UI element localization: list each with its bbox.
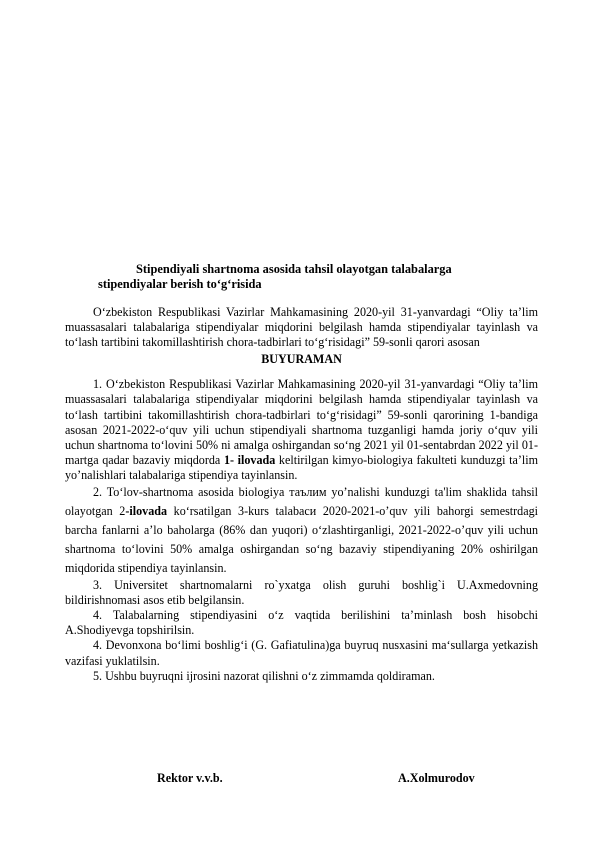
decree-item-3: 3. Universitet shartnomalarni ro`yxatga olish guruhi boshlig`i U.Axmedovning bildirishnomasi asos etib belgilansin.: [65, 578, 538, 608]
item-1-bold: 1- ilovada: [223, 452, 276, 467]
item-1-text-b: keltirilgan kimyo-biologiya fakulteti kunduzgi ta’lim yo’nalishlari talabalariga stipendiya tayinlansin.: [65, 452, 538, 482]
item-2-bold: -ilovada: [125, 504, 168, 519]
decree-item-4b: 4. Devonxona bo‘limi boshlig‘i (G. Gafiatulina)ga buyruq nusxasini ma‘sullarga yetkazish vazifasi yuklatilsin.: [65, 638, 538, 668]
title-line-2: stipendiyalar berish to‘g‘risida: [98, 277, 262, 291]
item-2-text-a: 2. To‘lov-shartnoma asosida biologiya таълим yo’nalishi kunduzgi ta'lim shaklida tahsil olayotgan 2: [65, 485, 538, 519]
decree-item-5: 5. Ushbu buyruqni ijrosini nazorat qilishni o‘z zimmamda qoldiraman.: [93, 668, 435, 683]
preamble-paragraph: O‘zbekiston Respublikasi Vazirlar Mahkamasining 2020-yil 31-yanvardagi “Oliy ta’lim muassasalari talabalariga stipendiyalar miqdorini belgilash hamda stipendiyalar tayinlash va to‘lash tartibini takomillashtirish chora-tadbirlari to‘g‘risidagi” 59-sonli qarori asosan: [65, 305, 538, 350]
document-body: [65, 305, 538, 684]
item-2-text-b: ko‘rsatilgan 3-kurs talabаси 2020-2021-o’quv yili bahorgi semestrdagi barcha fanlarni a’lo baholarga (86% dan yuqori) o‘zlashtirganligi, 2021-2022-o’quv yili uchun shartnoma to‘lovini 50% amalga oshirgandan so‘ng bazaviy stipendiyaning 20% oshirilgan miqdorida stipendiya tayinlansin.: [65, 504, 538, 576]
signatory-position: Rektor v.v.b.: [157, 771, 223, 785]
item-1-text-a: 1. O‘zbekiston Respublikasi Vazirlar Mahkamasining 2020-yil 31-yanvardagi “Oliy ta’lim muassasalari talabalariga stipendiyalar miqdorini belgilash hamda stipendiyalar tayinlash va to‘lash tartibini takomillashtirish chora-tadbirlari to‘g‘risidagi” 59-sonli qarorining 1-bandiga asosan 2021-2022-o‘quv yili uchun stipendiyali shartnoma tuzganligi hamda joriy o‘quv yili uchun shartnoma to‘lovini 50% ni amalga oshirgandan so‘ng 2021 yil 01-sentabrdan 2022 yil 01-martga qadar bazaviy miqdorda: [65, 377, 538, 467]
decree-item-1: [65, 377, 538, 483]
signatory-name: A.Xolmurodov: [398, 771, 475, 785]
decree-item-4a: 4. Talabalarning stipendiyasini o‘z vaqtida berilishini ta’minlash bosh hisobchi A.Shodiyevga topshirilsin.: [65, 608, 538, 638]
decree-item-2: [65, 483, 538, 578]
decree-heading-text: BUYURAMAN: [261, 352, 342, 367]
title-line-1: Stipendiyali shartnoma asosida tahsil olayotgan talabalarga: [136, 262, 452, 276]
decree-heading: [65, 350, 538, 377]
document-title: [98, 262, 518, 292]
